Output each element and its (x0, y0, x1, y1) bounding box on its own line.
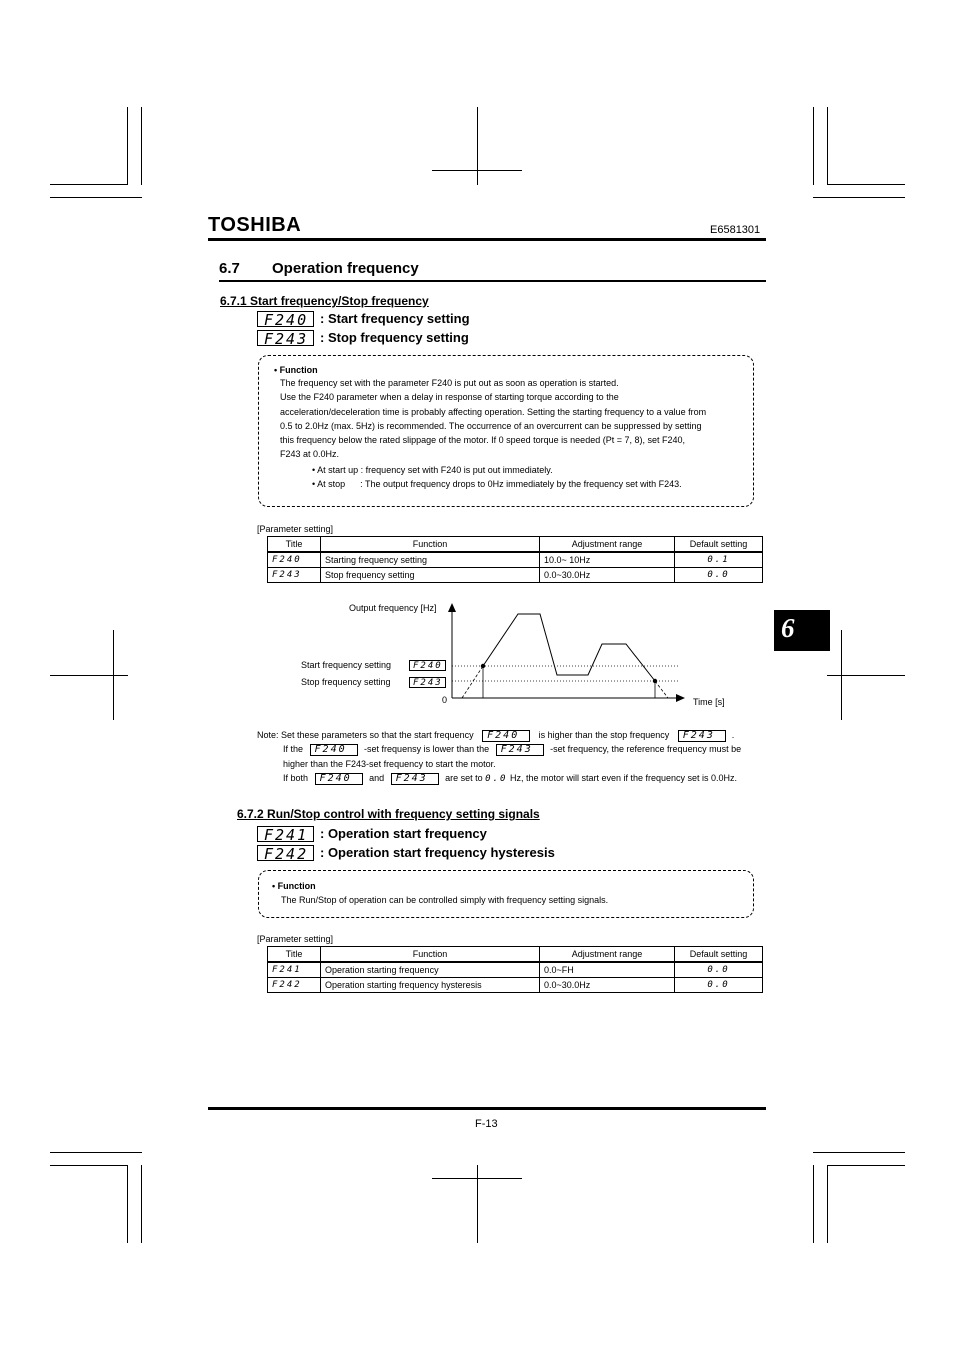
function-heading: • Function (272, 881, 316, 891)
section-title: Operation frequency (272, 260, 419, 277)
note-text: -set frequency, the reference frequency must be (550, 744, 742, 755)
section-rule (219, 280, 766, 282)
table-cell: Operation starting frequency hysteresis (321, 978, 540, 993)
diagram-y-label: Output frequency [Hz] (349, 603, 437, 613)
note-code: F243 (678, 730, 726, 742)
function-line: F243 at 0.0Hz. (280, 449, 340, 460)
company-logo: TOSHIBA (208, 214, 302, 236)
table-header: Default setting (675, 947, 763, 963)
table-header: Default setting (675, 537, 763, 553)
param-label: : Stop frequency setting (320, 330, 469, 345)
table-cell: 0.0~30.0Hz (540, 568, 675, 583)
table-cell: F242 (268, 978, 321, 993)
table-header: Function (321, 947, 540, 963)
diagram-origin: 0 (442, 695, 448, 705)
table-cell: 0.0 (675, 978, 763, 993)
table-cell: F240 (268, 552, 321, 568)
table-cell: 0.0 (675, 568, 763, 583)
frequency-diagram (440, 600, 690, 710)
function-heading: • Function (274, 365, 318, 375)
table-cell: Stop frequency setting (321, 568, 540, 583)
page-number: F-13 (475, 1118, 498, 1130)
table-header: Function (321, 537, 540, 553)
table-cell: Operation starting frequency (321, 962, 540, 978)
parameter-table (267, 946, 763, 993)
function-line: The frequency set with the parameter F240 is put out as soon as operation is started. (280, 378, 619, 388)
bullet-stop: • At stop : The output frequency drops to 0Hz immediately by the frequency set with F243. (312, 479, 682, 489)
section-number: 6.7 (219, 260, 240, 277)
note-code: F240 (310, 744, 358, 756)
note-line-3: higher than the F243-set frequency to start the motor. (283, 758, 496, 769)
table-caption: [Parameter setting] (257, 524, 334, 534)
header-rule (208, 238, 766, 241)
note-text: If both (283, 772, 309, 783)
note-line-4 (257, 771, 767, 786)
param-label: : Operation start frequency hysteresis (320, 845, 555, 860)
note-code: F243 (391, 773, 439, 785)
chapter-tab (774, 610, 830, 651)
subsection-title: 6.7.2 Run/Stop control with frequency setting signals (237, 807, 540, 821)
function-line: acceleration/deceleration time is probably affecting operation. Setting the starting frequency to a value from (280, 406, 707, 417)
bullet-start: • At start up : frequency set with F240 is put out immediately. (312, 465, 553, 475)
diagram-stop-code: F243 (409, 677, 446, 688)
note-line-1: Note: Set these parameters so that the start frequency F240 is higher than the stop frequency F243 . (257, 729, 735, 741)
document-number: E6581301 (710, 224, 761, 236)
function-text: The Run/Stop of operation can be controlled simply with frequency setting signals. (281, 895, 609, 905)
table-header: Title (268, 537, 321, 553)
footer-rule (208, 1107, 766, 1110)
function-line: this frequency below the rated slippage of the motor. If 0 speed torque is needed (Pt = 7, 8), set F240, (280, 435, 685, 446)
table-header: Adjustment range (540, 537, 675, 553)
function-line: 0.5 to 2.0Hz (max. 5Hz) is recommended. The occurrence of an overcurrent can be suppressed by setting (280, 420, 702, 431)
note-text: -set frequensy is lower than the (364, 744, 490, 755)
note-text: and (369, 772, 385, 783)
parameter-table (267, 536, 763, 583)
note-line-2 (257, 742, 767, 756)
table-cell: F241 (268, 962, 321, 978)
table-cell: F243 (268, 568, 321, 583)
table-cell: 0.0~FH (540, 962, 675, 978)
param-code-box: F241 (257, 826, 314, 842)
table-header: Title (268, 947, 321, 963)
table-cell: 10.0~ 10Hz (540, 552, 675, 568)
diagram-start-code: F240 (409, 660, 446, 671)
note-text: If the (283, 744, 304, 755)
note-block (257, 728, 767, 786)
note-text: are set to (445, 772, 483, 783)
diagram-stop-label: Stop frequency setting (301, 677, 391, 687)
param-code-box: F242 (257, 845, 314, 861)
table-cell: Starting frequency setting (321, 552, 540, 568)
note-value: 0.0 (485, 773, 508, 784)
param-label: : Operation start frequency (320, 826, 487, 841)
table-cell: 0.0 (675, 962, 763, 978)
param-code-box: F240 (257, 311, 314, 327)
chapter-number: 6 (781, 613, 795, 643)
table-header: Adjustment range (540, 947, 675, 963)
note-code: F243 (496, 744, 544, 756)
table-cell: 0.0~30.0Hz (540, 978, 675, 993)
note-code: F240 (482, 730, 530, 742)
diagram-x-label: Time [s] (693, 697, 725, 707)
note-code: F240 (315, 773, 363, 785)
param-code-box: F243 (257, 330, 314, 346)
diagram-start-label: Start frequency setting (301, 660, 392, 670)
note-text: Note: Set these parameters so that the start frequency (257, 730, 474, 740)
table-caption: [Parameter setting] (257, 934, 334, 944)
note-text: Hz, the motor will start even if the frequency set is 0.0Hz. (509, 772, 738, 783)
note-text: is higher than the stop frequency (538, 730, 670, 740)
table-cell: 0.1 (675, 552, 763, 568)
function-line: Use the F240 parameter when a delay in response of starting torque according to the (280, 392, 619, 403)
param-label: : Start frequency setting (320, 311, 470, 326)
function-text (280, 376, 745, 462)
subsection-title: 6.7.1 Start frequency/Stop frequency (220, 294, 429, 308)
